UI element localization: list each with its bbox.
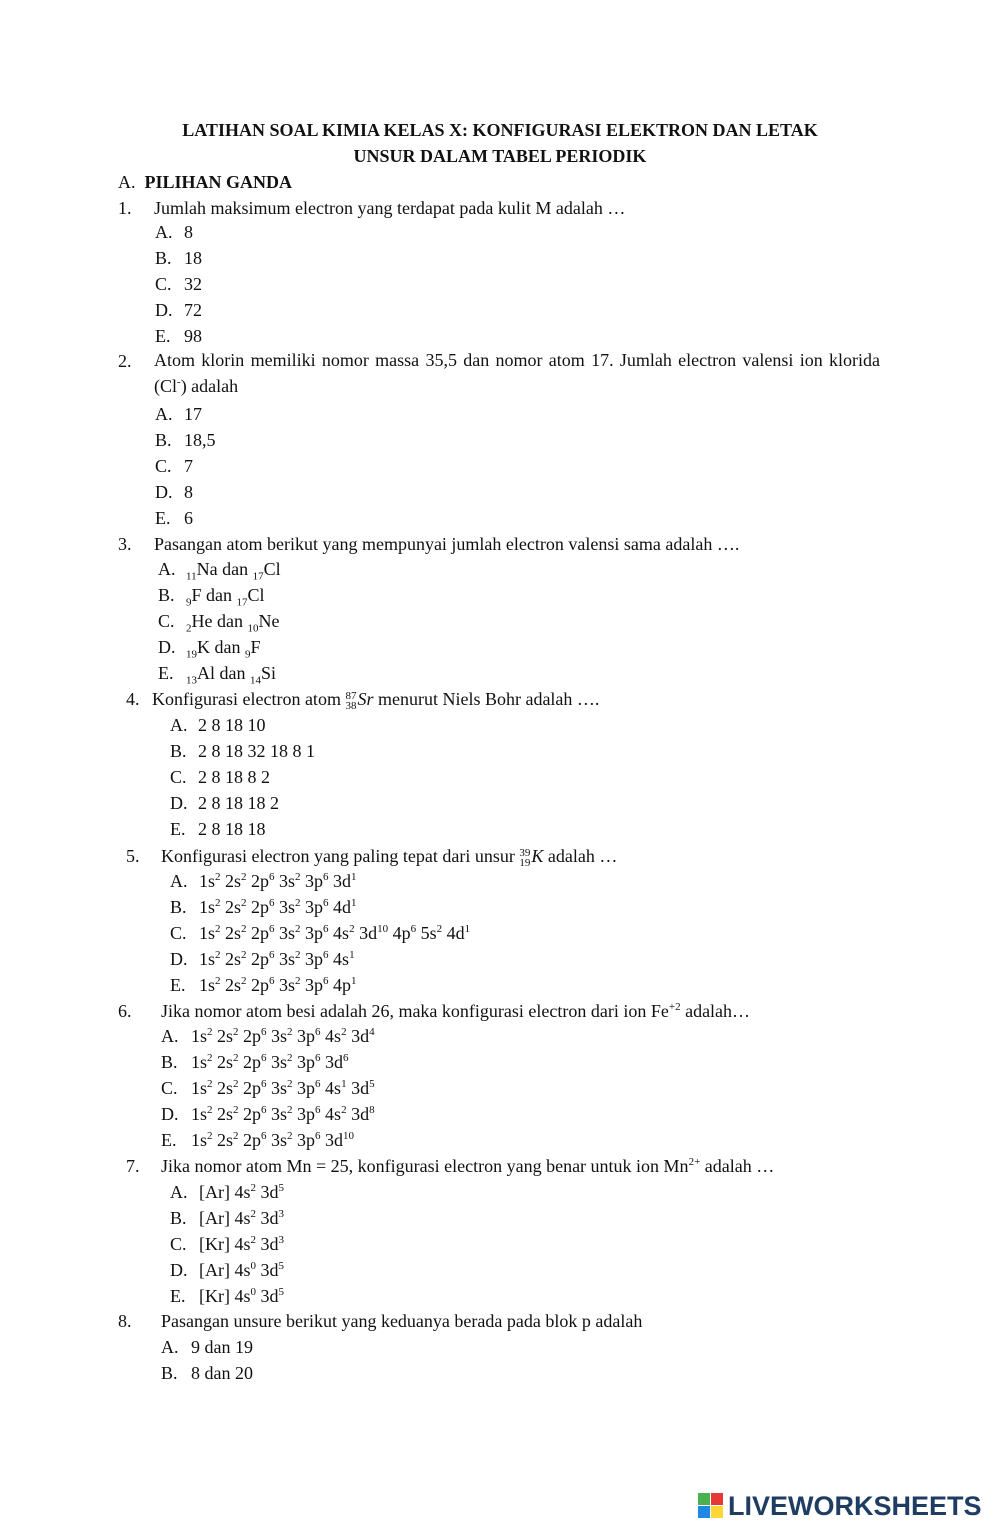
q6-option-text: $1s^2$ $2s^2$ $2p^6$ $3s^2$ $3p^6$ $4s^1$ $3d^5$ bbox=[191, 1078, 375, 1098]
q6-option-letter: A. bbox=[161, 1026, 179, 1046]
question-7-text-a: Jika nomor atom Mn = 25, konfigurasi electron yang benar untuk ion Mn bbox=[161, 1156, 689, 1176]
q2-option-letter: B. bbox=[155, 430, 172, 450]
question-7-sup: 2+ bbox=[688, 1156, 701, 1168]
q3-option-text: $_2$He dan $_{10}$Ne bbox=[186, 611, 280, 635]
q3-option-letter: A. bbox=[158, 559, 176, 579]
question-4-text bbox=[152, 688, 599, 711]
q4-option-text: 2 8 18 32 18 8 1 bbox=[198, 741, 315, 761]
q6-option-letter: C. bbox=[161, 1078, 178, 1098]
question-1-number: 1. bbox=[118, 198, 132, 218]
q4-option-letter: D. bbox=[170, 793, 188, 813]
q7-option-text: [Kr] $4s^0$ $3d^5$ bbox=[199, 1286, 284, 1306]
q2-option-letter: A. bbox=[155, 404, 173, 424]
question-6-sup: +2 bbox=[668, 1001, 681, 1013]
sr-symbol: Sr bbox=[357, 689, 374, 709]
q1-option-text: 32 bbox=[184, 274, 202, 294]
q3-option-letter: E. bbox=[158, 663, 174, 683]
q1-option-text: 98 bbox=[184, 326, 202, 346]
question-3-number: 3. bbox=[118, 534, 132, 554]
k-atomic-number: 19 bbox=[519, 856, 531, 869]
q2-option-text: 17 bbox=[184, 404, 202, 424]
q1-option-letter: E. bbox=[155, 326, 171, 346]
q2-option-letter: D. bbox=[155, 482, 173, 502]
q6-option-letter: D. bbox=[161, 1104, 179, 1124]
q8-option-text: 9 dan 19 bbox=[191, 1337, 253, 1357]
question-2-sup: - bbox=[177, 376, 181, 388]
question-6-text-a: Jika nomor atom besi adalah 26, maka konfigurasi electron dari ion Fe bbox=[161, 1001, 669, 1021]
question-1-text: Jumlah maksimum electron yang terdapat pada kulit M adalah … bbox=[154, 198, 626, 218]
section-label: PILIHAN GANDA bbox=[144, 172, 293, 192]
q8-option-text: 8 dan 20 bbox=[191, 1363, 253, 1383]
question-5-text-b: adalah … bbox=[547, 846, 618, 866]
q4-option-text: 2 8 18 18 bbox=[198, 819, 266, 839]
q2-option-letter: E. bbox=[155, 508, 171, 528]
section-letter: A. bbox=[118, 172, 136, 192]
worksheet-title-line-2: UNSUR DALAM TABEL PERIODIK bbox=[353, 146, 647, 166]
q6-option-letter: E. bbox=[161, 1130, 177, 1150]
q4-option-letter: A. bbox=[170, 715, 188, 735]
q7-option-text: [Ar] $4s^2$ $3d^3$ bbox=[199, 1208, 284, 1228]
question-2-text bbox=[154, 347, 880, 399]
q7-option-letter: C. bbox=[170, 1234, 187, 1254]
q3-option-letter: D. bbox=[158, 637, 176, 657]
q1-option-letter: A. bbox=[155, 222, 173, 242]
q4-option-text: 2 8 18 8 2 bbox=[198, 767, 270, 787]
k-isotope-notation bbox=[519, 848, 530, 868]
q6-option-text: $1s^2$ $2s^2$ $2p^6$ $3s^2$ $3p^6$ $3d^{10}$ bbox=[191, 1130, 355, 1150]
question-3-text: Pasangan atom berikut yang mempunyai jumlah electron valensi sama adalah …. bbox=[154, 534, 740, 554]
question-7-text bbox=[161, 1155, 774, 1177]
question-7-number: 7. bbox=[126, 1156, 140, 1176]
q4-option-text: 2 8 18 10 bbox=[198, 715, 266, 735]
q2-option-letter: C. bbox=[155, 456, 172, 476]
q8-option-letter: B. bbox=[161, 1363, 178, 1383]
q7-option-letter: E. bbox=[170, 1286, 186, 1306]
sr-isotope-notation bbox=[345, 691, 356, 711]
question-4-number: 4. bbox=[126, 689, 140, 709]
k-mass-number: 39 bbox=[519, 846, 531, 859]
question-2-text-b: ) adalah bbox=[180, 376, 239, 396]
q7-option-text: [Ar] $4s^2$ $3d^5$ bbox=[199, 1182, 284, 1202]
q5-option-text: $1s^2$ $2s^2$ $2p^6$ $3s^2$ $3p^6$ $4s^2$ $3d^{10}$ $4p^6$ $5s^2$ $4d^1$ bbox=[199, 923, 471, 943]
question-5-text bbox=[161, 845, 617, 868]
q1-option-letter: C. bbox=[155, 274, 172, 294]
q7-option-letter: B. bbox=[170, 1208, 187, 1228]
question-7-text-b: adalah … bbox=[704, 1156, 775, 1176]
q2-option-text: 6 bbox=[184, 508, 193, 528]
q5-option-letter: A. bbox=[170, 871, 188, 891]
q3-option-text: $_9$F dan $_{17}$Cl bbox=[186, 585, 265, 609]
q3-option-letter: C. bbox=[158, 611, 175, 631]
q3-option-text: $_{13}$Al dan $_{14}$Si bbox=[186, 663, 277, 687]
sr-atomic-number: 38 bbox=[345, 699, 357, 712]
q3-option-text: $_{11}$Na dan $_{17}$Cl bbox=[186, 559, 281, 583]
question-8-number: 8. bbox=[118, 1311, 132, 1331]
q4-option-letter: C. bbox=[170, 767, 187, 787]
q7-option-letter: D. bbox=[170, 1260, 188, 1280]
q8-option-letter: A. bbox=[161, 1337, 179, 1357]
q5-option-text: $1s^2$ $2s^2$ $2p^6$ $3s^2$ $3p^6$ $4p^1$ bbox=[199, 975, 357, 995]
liveworksheets-logo-text: LIVEWORKSHEETS bbox=[728, 1490, 982, 1521]
q5-option-letter: D. bbox=[170, 949, 188, 969]
q6-option-text: $1s^2$ $2s^2$ $2p^6$ $3s^2$ $3p^6$ $4s^2$ $3d^4$ bbox=[191, 1026, 375, 1046]
q6-option-text: $1s^2$ $2s^2$ $2p^6$ $3s^2$ $3p^6$ $4s^2$ $3d^8$ bbox=[191, 1104, 375, 1124]
q1-option-text: 18 bbox=[184, 248, 202, 268]
q6-option-letter: B. bbox=[161, 1052, 178, 1072]
q7-option-letter: A. bbox=[170, 1182, 188, 1202]
question-5-text-a: Konfigurasi electron yang paling tepat dari unsur bbox=[161, 846, 515, 866]
q2-option-text: 18,5 bbox=[184, 430, 216, 450]
question-4-text-a: Konfigurasi electron atom bbox=[152, 689, 341, 709]
q6-option-text: $1s^2$ $2s^2$ $2p^6$ $3s^2$ $3p^6$ $3d^6$ bbox=[191, 1052, 349, 1072]
q7-option-text: [Ar] $4s^0$ $3d^5$ bbox=[199, 1260, 284, 1280]
question-5-number: 5. bbox=[126, 846, 140, 866]
q4-option-letter: B. bbox=[170, 741, 187, 761]
q4-option-letter: E. bbox=[170, 819, 186, 839]
q5-option-letter: C. bbox=[170, 923, 187, 943]
section-heading bbox=[118, 171, 292, 193]
q1-option-letter: D. bbox=[155, 300, 173, 320]
question-2-number: 2. bbox=[118, 351, 132, 371]
q2-option-text: 8 bbox=[184, 482, 193, 502]
q3-option-letter: B. bbox=[158, 585, 175, 605]
question-6-number: 6. bbox=[118, 1001, 132, 1021]
q5-option-text: $1s^2$ $2s^2$ $2p^6$ $3s^2$ $3p^6$ $4s^1$ bbox=[199, 949, 355, 969]
q4-option-text: 2 8 18 18 2 bbox=[198, 793, 279, 813]
k-symbol: K bbox=[531, 846, 544, 866]
worksheet-title-line-1: LATIHAN SOAL KIMIA KELAS X: KONFIGURASI ELEKTRON DAN LETAK bbox=[182, 120, 818, 140]
question-8-text: Pasangan unsure berikut yang keduanya berada pada blok p adalah bbox=[161, 1311, 643, 1331]
q3-option-text: $_{19}$K dan $_9$F bbox=[186, 637, 261, 661]
q5-option-letter: E. bbox=[170, 975, 186, 995]
q1-option-text: 72 bbox=[184, 300, 202, 320]
liveworksheets-logo-icon bbox=[698, 1493, 724, 1519]
q5-option-letter: B. bbox=[170, 897, 187, 917]
liveworksheets-logo bbox=[698, 1491, 982, 1521]
q5-option-text: $1s^2$ $2s^2$ $2p^6$ $3s^2$ $3p^6$ $4d^1$ bbox=[199, 897, 357, 917]
q7-option-text: [Kr] $4s^2$ $3d^3$ bbox=[199, 1234, 284, 1254]
q1-option-letter: B. bbox=[155, 248, 172, 268]
q1-option-text: 8 bbox=[184, 222, 193, 242]
question-4-text-b: menurut Niels Bohr adalah …. bbox=[377, 689, 600, 709]
q5-option-text: $1s^2$ $2s^2$ $2p^6$ $3s^2$ $3p^6$ $3d^1$ bbox=[199, 871, 357, 891]
sr-mass-number: 87 bbox=[345, 689, 357, 702]
question-6-text bbox=[161, 1000, 750, 1022]
question-2-text-a: Atom klorin memiliki nomor massa 35,5 dan nomor atom 17. Jumlah electron valensi ion klorida (Cl bbox=[154, 350, 880, 396]
q2-option-text: 7 bbox=[184, 456, 193, 476]
question-6-text-b: adalah… bbox=[685, 1001, 751, 1021]
